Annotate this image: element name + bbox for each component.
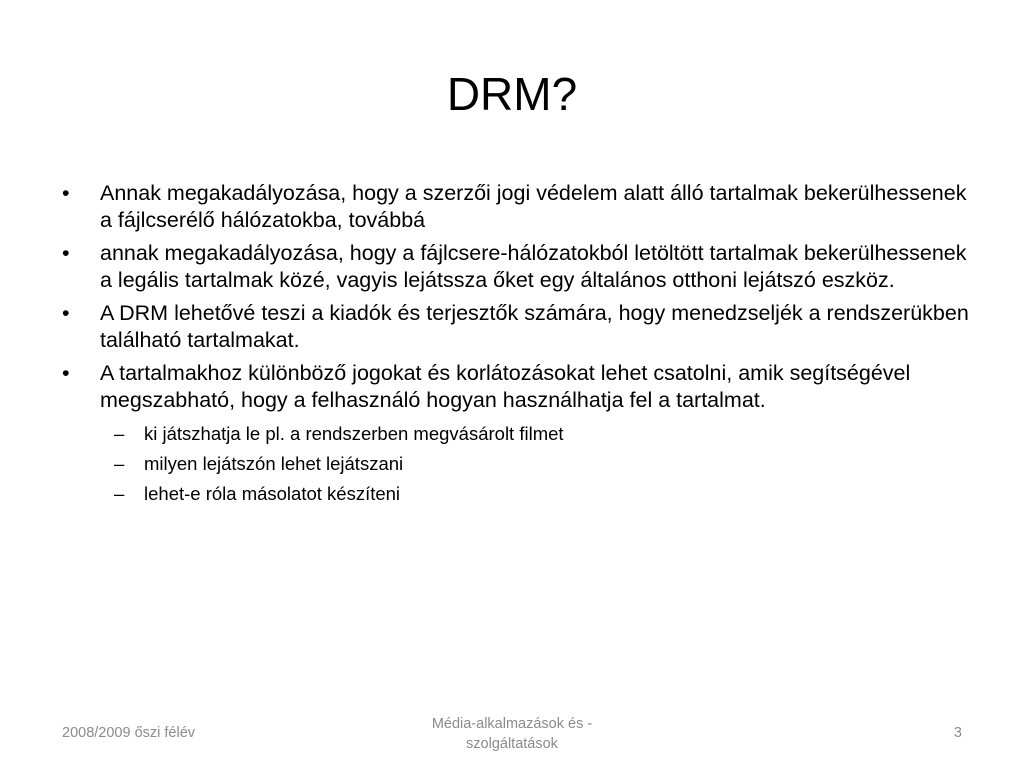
bullet-item [62,360,982,506]
sub-bullet-item [100,422,982,446]
slide-title: DRM? [446,68,578,120]
sub-bullet-list [100,422,982,506]
bullet-text: A tartalmakhoz különböző jogokat és korlátozásokat lehet csatolni, amik segítségével megszabható, hogy a felhasználó hogyan használhatja fel a tartalmat. [100,361,911,412]
dash-icon: – [114,483,125,504]
bullet-icon: • [62,241,70,265]
bullet-icon: • [62,361,70,385]
sub-bullet-text: milyen lejátszón lehet lejátszani [144,453,404,474]
footer-date: 2008/2009 őszi félév [62,725,196,741]
bullet-item [62,180,982,234]
dash-icon: – [114,453,125,474]
bullet-item [62,240,982,294]
bullet-text: Annak megakadályozása, hogy a szerzői jogi védelem alatt álló tartalmak bekerülhessenek a fájlcserélő hálózatokba, továbbá [100,181,967,232]
bullet-icon: • [62,181,70,205]
sub-bullet-text: ki játszhatja le pl. a rendszerben megvásárolt filmet [144,423,564,444]
footer-course-title-line1: Média-alkalmazások és - [431,716,593,732]
bullet-text: annak megakadályozása, hogy a fájlcsere-hálózatokból letöltött tartalmak bekerülhessenek a legális tartalmak közé, vagyis lejátssza őket egy általános otthoni lejátszó eszköz. [100,241,967,292]
sub-bullet-text: lehet-e róla másolatot készíteni [144,483,401,504]
dash-icon: – [114,423,125,444]
footer-course-title [382,714,642,754]
sub-bullet-item [100,452,982,476]
bullet-list [62,180,982,506]
sub-bullet-item [100,482,982,506]
bullet-icon: • [62,301,70,325]
page-number: 3 [953,725,962,741]
footer-course-title-line2: szolgáltatások [466,736,558,752]
slide-content [62,180,982,512]
bullet-text: A DRM lehetővé teszi a kiadók és terjesztők számára, hogy menedzseljék a rendszerükben található tartalmakat. [100,301,969,352]
bullet-item [62,300,982,354]
